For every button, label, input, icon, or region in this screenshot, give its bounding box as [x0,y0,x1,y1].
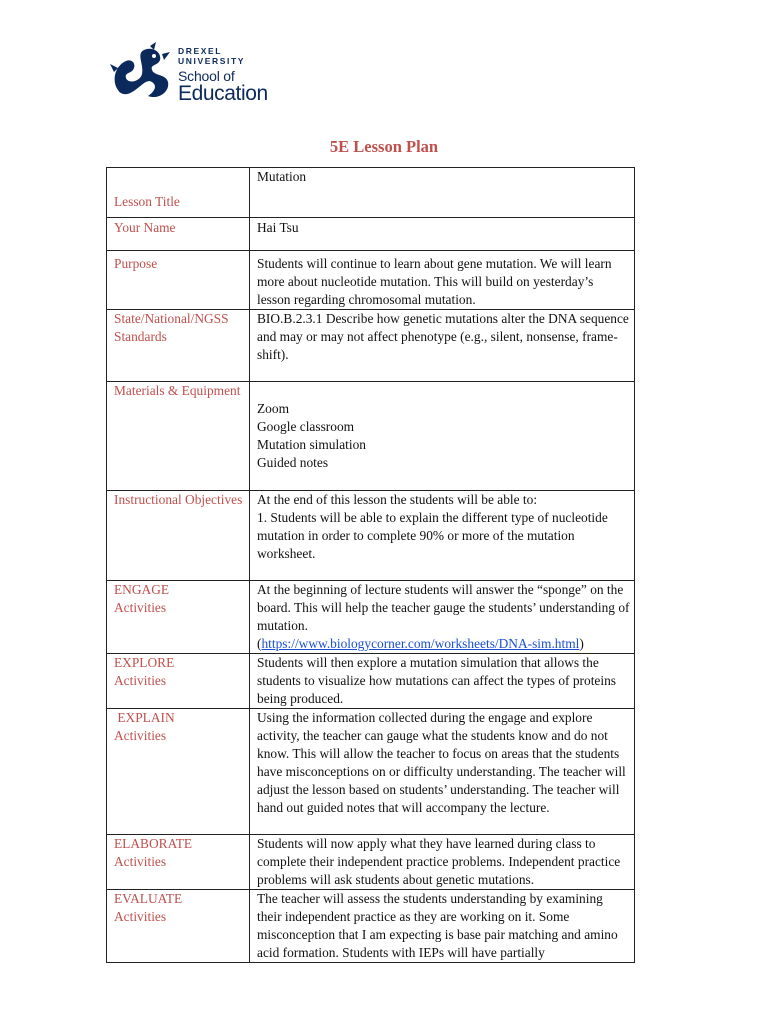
row-label [107,654,250,709]
label-text: Activities [114,728,167,743]
row-value [250,581,635,654]
lesson-plan-table [106,167,635,963]
value-text: BIO.B.2.3.1 Describe how genetic mutations alter the DNA sequence and may or may not affect phenotype (e.g., silent, nonsense, frame-shift). [257,311,629,362]
label-text: Activities [114,600,167,615]
row-label [107,491,250,581]
label-text: ELABORATE [114,836,193,851]
label-text: Lesson Title [114,194,180,209]
row-value [250,168,635,218]
row-label [107,310,250,382]
label-text: Activities [114,909,167,924]
value-text: Hai Tsu [257,220,299,235]
value-text: At the end of this lesson the students will be able to: 1. Students will be able to explain the different type of nucleotide mutation in order to complete 90% or more of the mutation worksheet. [257,492,608,561]
row-value [250,491,635,581]
value-text: Students will continue to learn about gene mutation. We will learn more about nucleotide mutation. This will build on yesterday’s lesson regarding chromosomal mutation. [257,256,612,307]
value-text: Mutation [257,169,307,184]
value-text: The teacher will assess the students understanding by examining their independent practice as they are working on it. Some misconception that I am expecting is base pair matching and amino acid formation. Students with IEPs will have partially [257,891,618,960]
label-text: EXPLAIN [114,710,175,725]
label-text: EXPLORE [114,655,175,670]
table-row [107,251,635,310]
table-row [107,654,635,709]
row-value [250,709,635,835]
table-row [107,310,635,382]
value-text: At the beginning of lecture students will answer the “sponge” on the board. This will help the teacher gauge the students’ understanding of mutation. [257,582,630,633]
row-label [107,890,250,963]
value-text: Zoom Google classroom Mutation simulation Guided notes [257,401,366,470]
biologycorner-link[interactable]: https://www.biologycorner.com/worksheets/DNA-sim.html [261,636,580,651]
logo-university: DREXEL UNIVERSITY [178,46,246,66]
row-label [107,382,250,491]
drexel-logo [110,42,290,104]
table-row [107,709,635,835]
table-row [107,382,635,491]
document-title: 5E Lesson Plan [329,137,439,156]
table-row [107,581,635,654]
label-text: ENGAGE [114,582,170,597]
label-text: Activities [114,854,167,869]
row-value [250,251,635,310]
link-paren: ) [579,636,584,651]
value-text: Using the information collected during the engage and explore activity, the teacher can gauge what the students know and do not know. This will allow the teacher to focus on areas that the students have misconceptions on or difficulty understanding. The teacher will adjust the lesson based on students’ understanding. The teacher will hand out guided notes that will accompany the lecture. [257,710,626,815]
row-value [250,218,635,251]
label-text: Instructional Objectives [114,492,243,507]
label-text: Materials & Equipment [114,383,241,398]
table-row [107,890,635,963]
label-text: EVALUATE [114,891,183,906]
label-text: Purpose [114,256,158,271]
label-text: Your Name [114,220,176,235]
table-row [107,168,635,218]
row-label [107,835,250,890]
row-label [107,168,250,218]
row-value [250,890,635,963]
row-label [107,218,250,251]
logo-school: School of [178,68,235,84]
row-label [107,709,250,835]
row-value [250,382,635,491]
row-value [250,835,635,890]
table-row [107,491,635,581]
row-label [107,581,250,654]
link-paren: ( [257,636,262,651]
value-text: Students will then explore a mutation simulation that allows the students to visualize how mutations can affect the types of proteins being produced. [257,655,616,706]
drexel-dragon-icon [110,42,174,102]
table-row [107,218,635,251]
label-text: State/National/NGSS Standards [114,311,229,344]
logo-unit: Education [178,82,268,105]
row-label [107,251,250,310]
label-text: Activities [114,673,167,688]
table-row [107,835,635,890]
row-value [250,654,635,709]
value-text: Students will now apply what they have learned during class to complete their independent practice problems. Independent practice problems will ask students about genetic mutations. [257,836,621,887]
row-value [250,310,635,382]
